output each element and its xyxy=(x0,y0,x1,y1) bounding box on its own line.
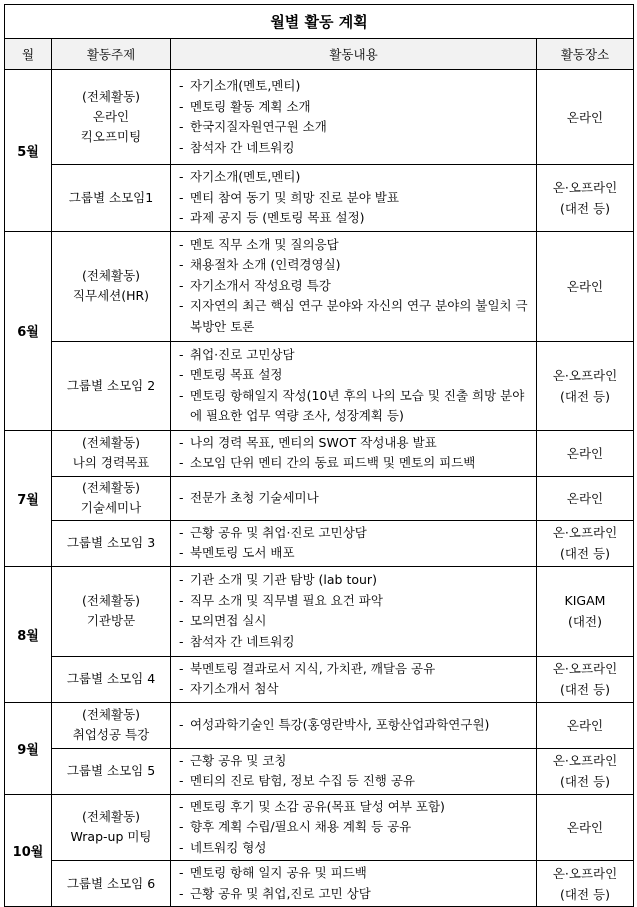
plan-document xyxy=(4,4,633,907)
content-cell xyxy=(171,566,537,656)
topic-line: 기술세미나 xyxy=(80,500,142,515)
month-cell: 8월 xyxy=(5,566,52,702)
place-cell xyxy=(537,341,634,430)
place-line: (대전 등) xyxy=(560,682,610,697)
content-list xyxy=(177,715,532,736)
place-cell xyxy=(537,70,634,165)
content-list xyxy=(177,659,532,700)
place-cell xyxy=(537,702,634,748)
topic-line: (전체활동) xyxy=(81,809,141,825)
content-item: - 멘토링 후기 및 소감 공유(목표 달성 여부 포함) xyxy=(177,797,532,818)
header-topic: 활동주제 xyxy=(52,39,171,70)
table-row xyxy=(5,520,634,566)
content-cell xyxy=(171,702,537,748)
topic-line: 취업성공 특강 xyxy=(72,727,150,742)
content-item: - 멘토링 항해일지 작성(10년 후의 나의 모습 및 진출 희망 분야에 필요한 업무 역량 조사, 성장계획 등) xyxy=(177,386,532,427)
topic-cell xyxy=(52,861,171,907)
content-list xyxy=(177,570,532,652)
topic-line: 그룹별 소모임 6 xyxy=(66,875,156,891)
content-cell xyxy=(171,430,537,476)
topic-line: 킥오프미팅 xyxy=(80,129,142,144)
content-cell xyxy=(171,748,537,794)
content-list xyxy=(177,433,532,474)
content-item: - 멘토 직무 소개 및 질의응답 xyxy=(177,235,532,256)
topic-line: 그룹별 소모임1 xyxy=(68,189,154,205)
topic-line: 그룹별 소모임 3 xyxy=(66,535,156,550)
content-cell xyxy=(171,70,537,165)
month-cell: 5월 xyxy=(5,70,52,232)
place-line: 온·오프라인 xyxy=(552,865,618,881)
place-cell xyxy=(537,656,634,702)
table-row xyxy=(5,794,634,861)
topic-line: 그룹별 소모임 2 xyxy=(66,377,156,393)
header-month: 월 xyxy=(5,39,52,70)
place-line: (대전 등) xyxy=(560,886,610,902)
place-cell xyxy=(537,566,634,656)
content-item: - 소모임 단위 멘티 간의 동료 피드백 및 멘토의 피드백 xyxy=(177,453,532,474)
content-list xyxy=(177,167,532,229)
topic-cell xyxy=(52,702,171,748)
content-item: - 지자연의 최근 핵심 연구 분야와 자신의 연구 분야의 불일치 극복방안 토론 xyxy=(177,296,532,337)
place-line: 온라인 xyxy=(566,445,604,461)
topic-cell xyxy=(52,165,171,232)
content-item: - 네트워킹 형성 xyxy=(177,838,532,859)
header-place: 활동장소 xyxy=(537,39,634,70)
topic-line: 나의 경력목표 xyxy=(72,455,150,470)
content-item: - 멘토링 항해 일지 공유 및 피드백 xyxy=(177,863,532,884)
content-item: - 북멘토링 도서 배포 xyxy=(177,543,532,564)
table-row xyxy=(5,861,634,907)
table-row xyxy=(5,341,634,430)
topic-line: (전체활동) xyxy=(81,480,141,495)
month-cell: 7월 xyxy=(5,430,52,566)
content-cell xyxy=(171,476,537,520)
month-cell: 10월 xyxy=(5,794,52,907)
place-line: KIGAM xyxy=(564,593,606,608)
content-item: - 멘토링 목표 설정 xyxy=(177,365,532,386)
content-item: - 멘토링 활동 계획 소개 xyxy=(177,97,532,118)
topic-line: Wrap-up 미팅 xyxy=(70,829,152,845)
topic-cell xyxy=(52,476,171,520)
content-item: - 과제 공지 등 (멘토링 목표 설정) xyxy=(177,208,532,229)
content-item: - 자기소개(멘토,멘티) xyxy=(177,167,532,188)
topic-line: 온라인 xyxy=(92,109,130,124)
place-cell xyxy=(537,794,634,861)
content-item: - 기관 소개 및 기관 탐방 (lab tour) xyxy=(177,570,532,591)
content-item: - 전문가 초청 기술세미나 xyxy=(177,488,532,509)
topic-cell xyxy=(52,70,171,165)
topic-line: (전체활동) xyxy=(81,435,141,450)
topic-cell xyxy=(52,748,171,794)
content-list xyxy=(177,76,532,158)
month-cell: 9월 xyxy=(5,702,52,794)
place-cell xyxy=(537,165,634,232)
table-row xyxy=(5,748,634,794)
topic-line: 기관방문 xyxy=(86,613,136,628)
topic-line: (전체활동) xyxy=(81,268,141,283)
table-row xyxy=(5,430,634,476)
topic-cell xyxy=(52,794,171,861)
topic-cell xyxy=(52,566,171,656)
place-line: 온라인 xyxy=(566,109,604,125)
content-cell xyxy=(171,520,537,566)
content-item: - 직무 소개 및 직무별 필요 요건 파악 xyxy=(177,591,532,612)
topic-line: 그룹별 소모임 5 xyxy=(66,763,156,778)
content-item: - 취업·진로 고민상담 xyxy=(177,345,532,366)
content-list xyxy=(177,523,532,564)
content-item: - 북멘토링 결과로서 지식, 가치관, 깨달음 공유 xyxy=(177,659,532,680)
content-cell xyxy=(171,341,537,430)
table-row xyxy=(5,702,634,748)
table-title: 월별 활동 계획 xyxy=(5,5,634,39)
content-cell xyxy=(171,861,537,907)
topic-line: 그룹별 소모임 4 xyxy=(66,671,156,686)
content-item: - 멘티의 진로 탐험, 정보 수집 등 진행 공유 xyxy=(177,771,532,792)
place-line: 온·오프라인 xyxy=(552,367,618,383)
topic-line: 직무세션(HR) xyxy=(72,288,150,303)
place-line: (대전 등) xyxy=(560,546,610,561)
content-item: - 한국지질자원연구원 소개 xyxy=(177,117,532,138)
table-row xyxy=(5,70,634,165)
content-item: - 근황 공유 및 취업·진로 고민상담 xyxy=(177,523,532,544)
place-line: 온라인 xyxy=(566,717,604,733)
table-body xyxy=(5,70,634,907)
content-item: - 자기소개(멘토,멘티) xyxy=(177,76,532,97)
content-item: - 모의면접 실시 xyxy=(177,611,532,632)
content-cell xyxy=(171,165,537,232)
content-item: - 참석자 간 네트워킹 xyxy=(177,632,532,653)
table-row xyxy=(5,231,634,341)
place-line: 온라인 xyxy=(566,819,604,835)
topic-cell xyxy=(52,430,171,476)
topic-cell xyxy=(52,656,171,702)
place-line: 온라인 xyxy=(566,490,604,506)
topic-cell xyxy=(52,520,171,566)
place-cell xyxy=(537,748,634,794)
content-item: - 향후 계획 수립/필요시 채용 계획 등 공유 xyxy=(177,817,532,838)
content-item: - 참석자 간 네트워킹 xyxy=(177,138,532,159)
content-item: - 멘티 참여 동기 및 희망 진로 분야 발표 xyxy=(177,188,532,209)
header-content: 활동내용 xyxy=(171,39,537,70)
content-list xyxy=(177,345,532,427)
table-row xyxy=(5,656,634,702)
content-item: - 근황 공유 및 취업,진로 고민 상담 xyxy=(177,884,532,905)
topic-cell xyxy=(52,231,171,341)
place-line: (대전) xyxy=(568,614,602,629)
place-line: (대전 등) xyxy=(560,388,610,404)
monthly-plan-table xyxy=(4,4,634,907)
place-line: (대전 등) xyxy=(560,774,610,789)
place-cell xyxy=(537,476,634,520)
place-line: 온·오프라인 xyxy=(552,525,618,540)
content-list xyxy=(177,235,532,338)
place-line: 온·오프라인 xyxy=(552,661,618,676)
content-item: - 여성과학기술인 특강(홍영란박사, 포항산업과학연구원) xyxy=(177,715,532,736)
content-list xyxy=(177,863,532,904)
content-list xyxy=(177,797,532,859)
content-cell xyxy=(171,656,537,702)
place-cell xyxy=(537,430,634,476)
topic-line: (전체활동) xyxy=(81,89,141,104)
table-row xyxy=(5,566,634,656)
place-cell xyxy=(537,231,634,341)
content-cell xyxy=(171,231,537,341)
place-line: 온·오프라인 xyxy=(552,179,618,195)
content-item: - 자기소개서 작성요령 특강 xyxy=(177,276,532,297)
table-row xyxy=(5,165,634,232)
table-row xyxy=(5,476,634,520)
topic-line: (전체활동) xyxy=(81,593,141,608)
content-item: - 나의 경력 목표, 멘티의 SWOT 작성내용 발표 xyxy=(177,433,532,454)
content-cell xyxy=(171,794,537,861)
topic-line: (전체활동) xyxy=(81,707,141,722)
place-line: 온라인 xyxy=(566,278,604,294)
content-item: - 채용절차 소개 (인력경영실) xyxy=(177,255,532,276)
content-item: - 근황 공유 및 코칭 xyxy=(177,751,532,772)
content-list xyxy=(177,488,532,509)
content-item: - 자기소개서 첨삭 xyxy=(177,679,532,700)
header-row xyxy=(5,39,634,70)
place-cell xyxy=(537,520,634,566)
place-line: (대전 등) xyxy=(560,200,610,216)
place-cell xyxy=(537,861,634,907)
month-cell: 6월 xyxy=(5,231,52,430)
place-line: 온·오프라인 xyxy=(552,753,618,768)
content-list xyxy=(177,751,532,792)
topic-cell xyxy=(52,341,171,430)
